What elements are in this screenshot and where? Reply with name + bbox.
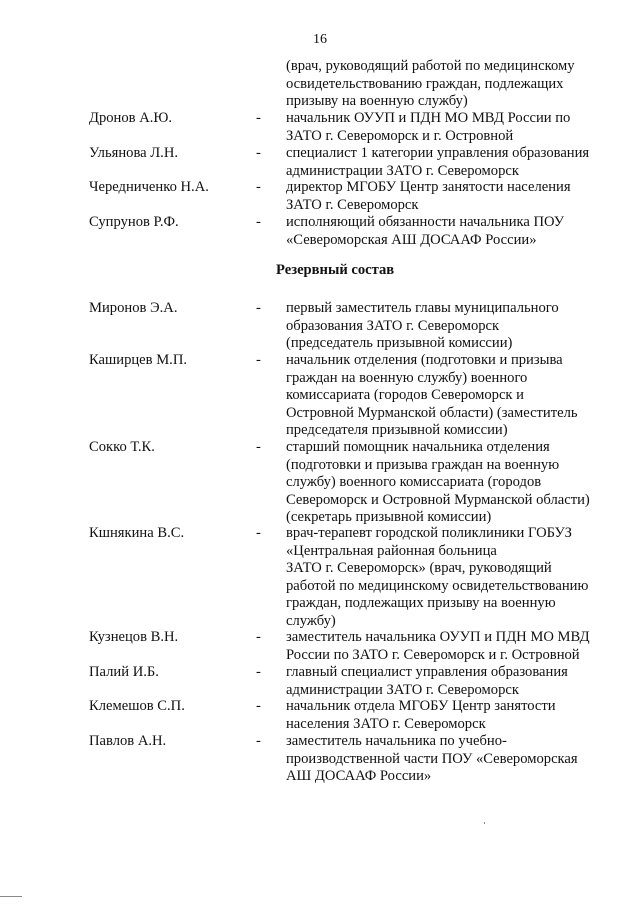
dash-separator: - xyxy=(256,110,261,126)
member-role: главный специалист управления образования администрации ЗАТО г. Североморск xyxy=(286,664,568,698)
member-role: старший помощник начальника отделения (подготовки и призыва граждан на военную службу) военного комиссариата (городов Североморск и Островной Мурманской области) (секретарь призывной комиссии) xyxy=(286,439,590,525)
dash-separator: - xyxy=(256,300,261,316)
member-role: врач-терапевт городской поликлиники ГОБУЗ «Центральная районная больница ЗАТО г. Североморск» (врач, руководящий работой по медицинскому освидетельствованию граждан, подлежащих призыву на военную службу) xyxy=(286,525,589,629)
dash-separator: - xyxy=(256,698,261,714)
member-role: заместитель начальника по учебно- производственной части ПОУ «Североморская АШ ДОСААФ России» xyxy=(286,733,578,784)
scan-edge-mark xyxy=(0,896,22,897)
member-role: начальник ОУУП и ПДН МО МВД России по ЗАТО г. Североморск и г. Островной xyxy=(286,110,571,144)
dash-separator: - xyxy=(256,525,261,541)
dash-separator: - xyxy=(256,214,261,230)
member-role: заместитель начальника ОУУП и ПДН МО МВД России по ЗАТО г. Североморск и г. Островной xyxy=(286,629,590,663)
member-name: Миронов Э.А. xyxy=(89,300,178,316)
member-role: директор МГОБУ Центр занятости населения ЗАТО г. Североморск xyxy=(286,179,571,213)
member-role: исполняющий обязанности начальника ПОУ «Североморская АШ ДОСААФ России» xyxy=(286,214,565,248)
member-role: начальник отдела МГОБУ Центр занятости населения ЗАТО г. Североморск xyxy=(286,698,556,732)
reserve-heading: Резервный состав xyxy=(276,262,395,278)
member-name: Чередниченко Н.А. xyxy=(89,179,209,195)
member-role: специалист 1 категории управления образования администрации ЗАТО г. Североморск xyxy=(286,145,590,179)
dash-separator: - xyxy=(256,145,261,161)
member-name: Палий И.Б. xyxy=(89,664,159,680)
member-name: Каширцев М.П. xyxy=(89,352,188,368)
member-name: Павлов А.Н. xyxy=(89,733,167,749)
dash-separator: - xyxy=(256,352,261,368)
member-role: первый заместитель главы муниципального образования ЗАТО г. Североморск (председатель призывной комиссии) xyxy=(286,300,559,351)
member-name: Дронов А.Ю. xyxy=(89,110,173,126)
scan-speck xyxy=(484,822,485,824)
dash-separator: - xyxy=(256,664,261,680)
entry-description: (врач, руководящий работой по медицинскому освидетельствованию граждан, подлежащих призыву на военную службу) xyxy=(286,58,575,109)
dash-separator: - xyxy=(256,439,261,455)
member-role: начальник отделения (подготовки и призыва граждан на военную службу) военного комиссариата (городов Североморск и Островной Мурманской области) (заместитель председателя призывной комиссии) xyxy=(286,352,578,438)
member-name: Клемешов С.П. xyxy=(89,698,185,714)
dash-separator: - xyxy=(256,179,261,195)
page-number: 16 xyxy=(313,32,327,47)
dash-separator: - xyxy=(256,733,261,749)
member-name: Ульянова Л.Н. xyxy=(89,145,179,161)
dash-separator: - xyxy=(256,629,261,645)
member-name: Сокко Т.К. xyxy=(89,439,155,455)
member-name: Кузнецов В.Н. xyxy=(89,629,179,645)
member-name: Кшнякина В.С. xyxy=(89,525,185,541)
member-name: Супрунов Р.Ф. xyxy=(89,214,179,230)
